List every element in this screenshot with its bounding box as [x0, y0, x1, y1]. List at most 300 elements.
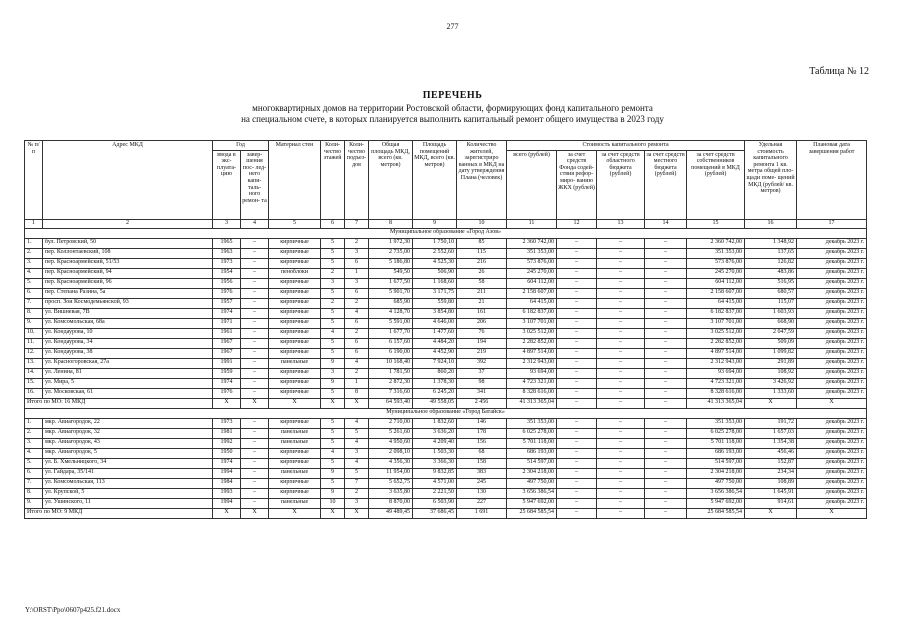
table-cell: 1 477,60 [413, 328, 457, 338]
table-cell: – [645, 238, 687, 248]
table-cell: – [597, 238, 645, 248]
table-cell: панельные [269, 438, 321, 448]
table-cell: – [241, 308, 269, 318]
table-cell: ул. Мира, 5 [43, 378, 213, 388]
table-cell: 2 158 607,00 [687, 288, 745, 298]
table-cell: 130 [457, 488, 507, 498]
table-cell: кирпичные [269, 448, 321, 458]
table-cell: – [597, 248, 645, 258]
total-cell: X [745, 398, 797, 408]
table-cell: 5 [321, 418, 345, 428]
section-row [25, 408, 867, 418]
column-number: 14 [645, 219, 687, 228]
table-cell: декабрь 2023 г. [797, 308, 867, 318]
table-cell: 2 710,00 [369, 418, 413, 428]
table-cell: – [557, 258, 597, 268]
table-cell: 1994 [213, 498, 241, 508]
table-row [25, 318, 867, 328]
table-cell: 11. [25, 338, 43, 348]
subtitle-line-1: многоквартирных домов на территории Ростовской области, формирующих фонд капитального ремонта [252, 103, 653, 113]
table-cell: 686 193,00 [507, 448, 557, 458]
table-cell: 3 636,20 [413, 428, 457, 438]
table-cell: 4. [25, 448, 43, 458]
table-cell: 5 [321, 428, 345, 438]
table-cell: декабрь 2023 г. [797, 258, 867, 268]
table-cell: – [241, 388, 269, 398]
table-cell: – [557, 488, 597, 498]
table-cell: 1 [345, 268, 369, 278]
table-cell: – [597, 338, 645, 348]
table-cell: кирпичные [269, 318, 321, 328]
table-cell: 1 [345, 378, 369, 388]
table-cell: – [645, 278, 687, 288]
table-cell: 573 876,00 [687, 258, 745, 268]
column-number: 17 [797, 219, 867, 228]
table-cell: 3. [25, 258, 43, 268]
table-cell: – [557, 438, 597, 448]
table-cell: 2 312 943,00 [507, 358, 557, 368]
table-cell: 1 503,30 [413, 448, 457, 458]
table-cell: – [645, 378, 687, 388]
table-cell: 4 723 321,00 [687, 378, 745, 388]
column-number: 12 [557, 219, 597, 228]
table-cell: ул. Кондаурова, 10 [43, 328, 213, 338]
total-cell: X [321, 398, 345, 408]
table-cell: кирпичные [269, 238, 321, 248]
table-cell: 1993 [213, 488, 241, 498]
table-row [25, 338, 867, 348]
total-cell: 41 313 365,04 [687, 398, 745, 408]
table-row [25, 258, 867, 268]
table-cell: 9 832,85 [413, 468, 457, 478]
table-cell: 194 [457, 338, 507, 348]
table-cell: – [241, 318, 269, 328]
table-cell: 234,34 [745, 468, 797, 478]
table-cell: 1974 [213, 458, 241, 468]
table-cell: пеноблоки [269, 268, 321, 278]
table-cell: – [241, 368, 269, 378]
table-cell: 5 [345, 468, 369, 478]
page-number: 277 [446, 22, 459, 31]
table-cell: 2 [345, 328, 369, 338]
table-cell: 1954 [213, 268, 241, 278]
table-cell: кирпичные [269, 378, 321, 388]
table-cell: 13. [25, 358, 43, 368]
table-cell: 1963 [213, 248, 241, 258]
table-cell: 219 [457, 348, 507, 358]
header-cost: Стоимость капитального ремонта [507, 141, 745, 151]
table-cell: 16. [25, 388, 43, 398]
table-cell: – [597, 368, 645, 378]
header-year-overhaul: завер- шения пос- лед- него капи- таль- ного ремон- та [241, 150, 269, 219]
table-cell: 351 353,00 [687, 248, 745, 258]
table-cell: 3 635,80 [369, 488, 413, 498]
table-cell: 5 [321, 338, 345, 348]
table-cell: 2 312 943,00 [687, 358, 745, 368]
table-cell: 3 171,75 [413, 288, 457, 298]
table-cell: пер. Степана Разина, 5а [43, 288, 213, 298]
table-cell: 1 099,82 [745, 348, 797, 358]
table-cell: – [557, 498, 597, 508]
table-cell: 392 [457, 358, 507, 368]
column-number: 7 [345, 219, 369, 228]
table-cell: – [241, 428, 269, 438]
table-cell: – [597, 388, 645, 398]
total-cell: 49 558,05 [413, 398, 457, 408]
table-cell: – [645, 448, 687, 458]
table-cell: – [645, 328, 687, 338]
table-cell: 4 897 514,00 [687, 348, 745, 358]
table-cell: – [597, 258, 645, 268]
table-cell: 227 [457, 498, 507, 508]
table-cell: 291,89 [745, 358, 797, 368]
table-cell: – [597, 278, 645, 288]
table-cell: кирпичные [269, 368, 321, 378]
table-cell: – [241, 338, 269, 348]
table-cell: 4 571,00 [413, 478, 457, 488]
header-cost-region: за счет средств областного бюджета (рублей) [597, 150, 645, 219]
table-cell: ул. Гайдара, 35/141 [43, 468, 213, 478]
table-cell: 4 484,20 [413, 338, 457, 348]
table-cell: 5 [321, 258, 345, 268]
table-cell: 549,50 [369, 268, 413, 278]
table-cell: 497 750,00 [687, 478, 745, 488]
table-cell: декабрь 2023 г. [797, 468, 867, 478]
table-cell: 5 947 692,00 [507, 498, 557, 508]
table-cell: декабрь 2023 г. [797, 268, 867, 278]
table-cell: – [645, 498, 687, 508]
table-cell: – [241, 248, 269, 258]
total-cell: 25 684 585,54 [507, 508, 557, 518]
table-cell: – [241, 268, 269, 278]
table-cell: 9. [25, 498, 43, 508]
table-cell: 1974 [213, 308, 241, 318]
table-cell: кирпичные [269, 258, 321, 268]
table-cell: 58 [457, 278, 507, 288]
table-cell: – [241, 258, 269, 268]
table-cell: 3 854,80 [413, 308, 457, 318]
column-number: 8 [369, 219, 413, 228]
table-cell: – [241, 328, 269, 338]
section-row [25, 228, 867, 238]
table-cell: 1965 [213, 238, 241, 248]
table-cell: 456,46 [745, 448, 797, 458]
table-cell: 6 157,60 [369, 338, 413, 348]
table-cell: 497 750,00 [507, 478, 557, 488]
header-cost-owners: за счет средств собственников помещений в МКД (рублей) [687, 150, 745, 219]
table-cell: – [557, 368, 597, 378]
header-cost-fund: за счет средств Фонда содей- ствия рефор- миро- ванию ЖКХ (рублей) [557, 150, 597, 219]
table-cell: 64 415,00 [507, 298, 557, 308]
table-cell: – [241, 288, 269, 298]
table-cell: – [241, 358, 269, 368]
table-cell: 4 897 514,00 [507, 348, 557, 358]
table-cell: 5 947 692,00 [687, 498, 745, 508]
table-cell: 2 360 742,00 [507, 238, 557, 248]
table-cell: 860,20 [413, 368, 457, 378]
table-cell: 514 597,00 [507, 458, 557, 468]
table-cell: 5 [345, 428, 369, 438]
table-cell: – [557, 418, 597, 428]
table-cell: 2 282 852,00 [507, 338, 557, 348]
table-cell: 6 025 278,00 [507, 428, 557, 438]
table-cell: 2 [345, 298, 369, 308]
table-cell: 68 [457, 448, 507, 458]
table-cell: 64 415,00 [687, 298, 745, 308]
section-name: Муниципальное образование «Город Батайск» [25, 408, 867, 418]
table-cell: бул. Петровский, 50 [43, 238, 213, 248]
column-number: 15 [687, 219, 745, 228]
table-cell: – [645, 468, 687, 478]
table-cell: – [597, 428, 645, 438]
table-cell: 5 [321, 438, 345, 448]
table-cell: 1961 [213, 328, 241, 338]
table-cell: 2 304 218,00 [507, 468, 557, 478]
table-cell: 3 656 386,54 [687, 488, 745, 498]
table-cell: 1 750,10 [413, 238, 457, 248]
table-cell: – [597, 478, 645, 488]
table-cell: – [241, 298, 269, 308]
table-cell: 5 261,60 [369, 428, 413, 438]
table-cell: ул. Крупской, 5 [43, 488, 213, 498]
table-cell: 4. [25, 268, 43, 278]
table-cell: – [597, 378, 645, 388]
table-cell: 10 168,40 [369, 358, 413, 368]
table-cell: 1. [25, 238, 43, 248]
total-cell: – [557, 508, 597, 518]
table-cell: – [597, 268, 645, 278]
total-cell: 64 593,40 [369, 398, 413, 408]
table-cell: – [241, 468, 269, 478]
table-cell: 5 652,75 [369, 478, 413, 488]
table-cell: декабрь 2023 г. [797, 238, 867, 248]
header-total-area: Общая площадь МКД, всего (кв. метров) [369, 141, 413, 220]
table-cell: – [241, 488, 269, 498]
table-row [25, 428, 867, 438]
table-row [25, 308, 867, 318]
total-cell: X [745, 508, 797, 518]
total-cell: 25 684 585,54 [687, 508, 745, 518]
column-number: 16 [745, 219, 797, 228]
table-cell: декабрь 2023 г. [797, 478, 867, 488]
table-cell: – [557, 358, 597, 368]
document-title: ПЕРЕЧЕНЬ [422, 90, 483, 101]
total-row [25, 398, 867, 408]
table-cell: 3 [345, 278, 369, 288]
table-cell: – [597, 498, 645, 508]
table-cell: – [645, 388, 687, 398]
table-cell: кирпичные [269, 298, 321, 308]
table-cell: 2 [345, 368, 369, 378]
table-row [25, 468, 867, 478]
table-cell: 1971 [213, 318, 241, 328]
header-unit-cost: Удельная стоимость капитального ремонта 1 кв. метра общей пло- щади поме- щений МКД (рублей/ кв. метров) [745, 141, 797, 220]
total-cell: – [645, 398, 687, 408]
table-cell: 11 954,00 [369, 468, 413, 478]
table-cell: 516,95 [745, 278, 797, 288]
header-residents: Количество жителей, зарегистриро ванных в МКД на дату утверждения Плана (человек) [457, 141, 507, 220]
total-cell: X [345, 508, 369, 518]
table-cell: кирпичные [269, 478, 321, 488]
table-cell: пер. Коллонтаевский, 108 [43, 248, 213, 258]
table-cell: 161 [457, 308, 507, 318]
table-cell: 7. [25, 478, 43, 488]
table-cell: – [241, 238, 269, 248]
table-cell: 5 591,00 [369, 318, 413, 328]
table-cell: 3. [25, 438, 43, 448]
table-cell: – [557, 468, 597, 478]
total-cell: – [597, 398, 645, 408]
table-cell: 8. [25, 488, 43, 498]
column-number: 6 [321, 219, 345, 228]
table-cell: 9 [321, 358, 345, 368]
table-cell: 6 182 837,00 [687, 308, 745, 318]
table-cell: декабрь 2023 г. [797, 458, 867, 468]
table-cell: 351 353,00 [507, 418, 557, 428]
table-cell: – [241, 378, 269, 388]
table-cell: 1 354,38 [745, 438, 797, 448]
subtitle-line-2: на специальном счете, в которых планируется выполнить капитальный ремонт общего имущества в 2023 году [241, 114, 664, 124]
table-cell: 206 [457, 318, 507, 328]
header-premises-area: Площадь помещений МКД, всего (кв. метров) [413, 141, 457, 220]
table-cell: 6 025 278,00 [687, 428, 745, 438]
table-cell: – [557, 338, 597, 348]
table-cell: 5 [321, 308, 345, 318]
total-cell: X [321, 508, 345, 518]
table-cell: – [597, 418, 645, 428]
table-row [25, 458, 867, 468]
table-cell: 115 [457, 248, 507, 258]
table-cell: 2 [321, 268, 345, 278]
table-cell: 3 [321, 368, 345, 378]
table-cell: – [241, 448, 269, 458]
table-cell: 514 597,00 [687, 458, 745, 468]
table-cell: – [645, 358, 687, 368]
total-row [25, 508, 867, 518]
table-cell: 2 [321, 298, 345, 308]
table-cell: – [645, 318, 687, 328]
table-cell: – [241, 478, 269, 488]
column-number: 10 [457, 219, 507, 228]
table-cell: 6 [345, 348, 369, 358]
table-cell: 5. [25, 458, 43, 468]
table-cell: 37 [457, 368, 507, 378]
table-cell: – [645, 438, 687, 448]
table-cell: – [597, 298, 645, 308]
table-cell: – [597, 348, 645, 358]
table-cell: 5 [321, 388, 345, 398]
total-cell: Итого по МО: 9 МКД [25, 508, 213, 518]
table-cell: – [645, 258, 687, 268]
table-cell: 351 353,00 [507, 248, 557, 258]
table-cell: – [241, 418, 269, 428]
total-cell: X [241, 398, 269, 408]
table-cell: – [645, 248, 687, 258]
table-cell: пер. Красноармейский, 96 [43, 278, 213, 288]
total-cell: X [345, 398, 369, 408]
table-cell: панельные [269, 428, 321, 438]
table-cell: 3 [321, 278, 345, 288]
table-cell: 216 [457, 258, 507, 268]
table-cell: декабрь 2023 г. [797, 248, 867, 258]
table-cell: мкр. Авиагородок, 43 [43, 438, 213, 448]
table-cell: – [645, 308, 687, 318]
total-cell: – [597, 508, 645, 518]
table-cell: пер. Красноармейский, 51/53 [43, 258, 213, 268]
table-cell: кирпичные [269, 338, 321, 348]
table-cell: 211 [457, 288, 507, 298]
table-cell: 108,92 [745, 368, 797, 378]
table-cell: кирпичные [269, 308, 321, 318]
total-cell: X [797, 398, 867, 408]
table-cell: 5 [321, 348, 345, 358]
table-cell: – [557, 278, 597, 288]
table-row [25, 418, 867, 428]
table-cell: 10. [25, 328, 43, 338]
column-number: 1 [25, 219, 43, 228]
table-cell: 1 677,70 [369, 328, 413, 338]
table-cell: декабрь 2023 г. [797, 368, 867, 378]
table-cell: кирпичные [269, 418, 321, 428]
table-cell: 85 [457, 238, 507, 248]
total-cell: 2 456 [457, 398, 507, 408]
total-cell: X [269, 508, 321, 518]
table-row [25, 298, 867, 308]
table-cell: кирпичные [269, 348, 321, 358]
table-cell: 1 832,60 [413, 418, 457, 428]
header-address: Адрес МКД [43, 141, 213, 220]
table-cell: 1 677,50 [369, 278, 413, 288]
table-cell: – [645, 488, 687, 498]
table-cell: 4 [345, 438, 369, 448]
table-cell: 668,90 [745, 318, 797, 328]
table-row [25, 488, 867, 498]
table-cell: 9. [25, 318, 43, 328]
table-cell: 3 025 512,00 [687, 328, 745, 338]
table-cell: ул. Московская, 61 [43, 388, 213, 398]
table-cell: 604 112,00 [687, 278, 745, 288]
total-cell: X [797, 508, 867, 518]
table-cell: 1 333,60 [745, 388, 797, 398]
table-cell: 1956 [213, 278, 241, 288]
table-cell: 2 360 742,00 [687, 238, 745, 248]
table-cell: 6 245,20 [413, 388, 457, 398]
table-cell: 2 158 607,00 [507, 288, 557, 298]
table-cell: ул. Ленина, 81 [43, 368, 213, 378]
file-path-footer: Y:\ORST\Ppo\0607p425.f21.docx [25, 606, 121, 614]
table-cell: 1991 [213, 358, 241, 368]
table-cell: 1981 [213, 428, 241, 438]
table-cell: 2 735,00 [369, 248, 413, 258]
table-cell: 10 [321, 498, 345, 508]
total-cell: X [213, 508, 241, 518]
table-cell: – [241, 498, 269, 508]
table-cell: 8 328 616,00 [687, 388, 745, 398]
table-cell: 6 [345, 288, 369, 298]
table-cell: 98 [457, 378, 507, 388]
table-row [25, 348, 867, 358]
column-number: 5 [269, 219, 321, 228]
header-wall: Материал стен [269, 141, 321, 220]
table-cell: 7. [25, 298, 43, 308]
table-cell: 6 503,90 [413, 498, 457, 508]
table-cell: 2 047,59 [745, 328, 797, 338]
table-cell: декабрь 2023 г. [797, 438, 867, 448]
table-cell: 6. [25, 288, 43, 298]
table-cell: 5 186,80 [369, 258, 413, 268]
table-cell: – [557, 238, 597, 248]
table-cell: – [557, 248, 597, 258]
